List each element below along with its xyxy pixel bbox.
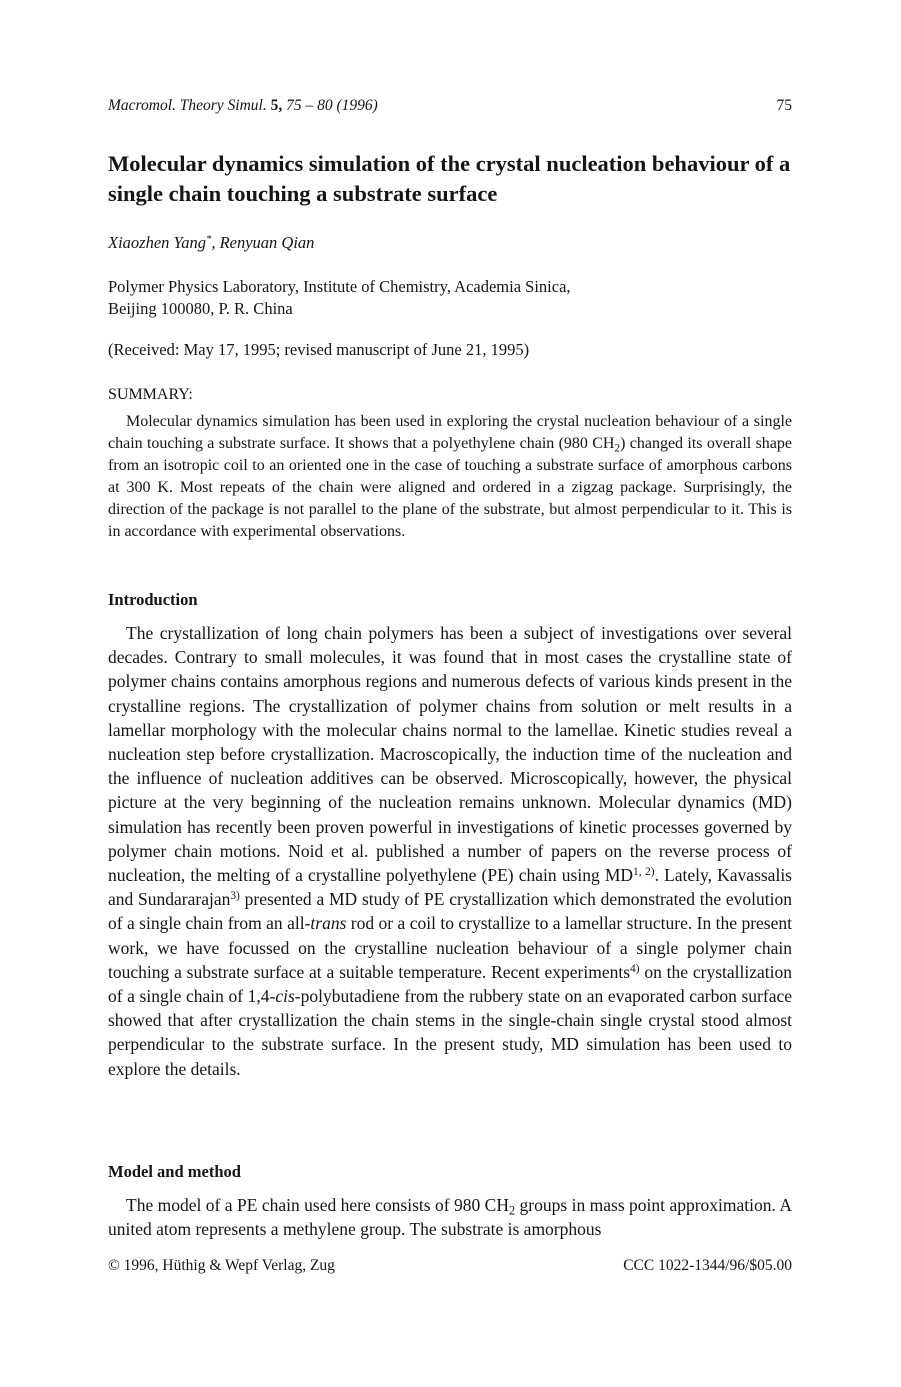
text-run: presented a MD study of PE crystallization which demonstrated the evolution of a single chain from an all-	[108, 889, 792, 934]
reference-mark: 3)	[230, 889, 240, 902]
journal-name: Macromol. Theory Simul.	[108, 97, 267, 114]
summary-text	[108, 411, 792, 543]
corresponding-author-mark: *	[205, 233, 212, 246]
text-run: on the crystallization of a single chain of 1,4-	[108, 961, 792, 1007]
section-heading-introduction: Introduction	[108, 590, 198, 609]
text-run: groups in mass point approximation. A united atom represents a methylene group. The substrate is amorphous	[108, 1195, 792, 1240]
ccc-code: CCC 1022-1344/96/$05.00	[623, 1257, 792, 1274]
model-text	[108, 1193, 792, 1241]
reference-mark: 4)	[630, 962, 640, 975]
author-name: Renyuan Qian	[219, 233, 315, 252]
introduction-text	[108, 621, 792, 1081]
text-run: The crystallization of long chain polymers has been a subject of investigations over several decades. Contrary to small molecules, it was found that in most cases the crystalline state of polymer chains contains amorphous regions and numerous defects of various kinds present in the crystalline regions. The crystallization of polymer chains from solution or melt results in a lamellar morphology with the molecular chains normal to the lamellae. Kinetic studies reveal a nucleation step before crystallization. Macroscopically, the induction time of the nucleation and the influence of nucleation additives can be observed. Microscopically, however, the physical picture at the very beginning of the nucleation remains unknown. Molecular dynamics (MD) simulation has recently been proven powerful in investigations of kinetic processes governed by polymer chain motions. Noid et al. published a number of papers on the reverse process of nucleation, the melting of a crystalline polyethylene (PE) chain using MD	[108, 623, 792, 886]
journal-volume: 5,	[270, 97, 283, 114]
author-list	[108, 233, 314, 253]
affiliation-line: Polymer Physics Laboratory, Institute of Chemistry, Academia Sinica,	[108, 277, 571, 296]
text-run: -polybutadiene from the rubbery state on an evaporated carbon surface showed that after crystallization the chain stems in the single-chain single crystal stood almost perpendicular to the substrate surface. In the present study, MD simulation has been used to explore the details.	[108, 986, 792, 1079]
summary-heading: SUMMARY:	[108, 386, 193, 403]
paper-title: Molecular dynamics simulation of the crystal nucleation behaviour of a single chain touching a substrate surface	[108, 151, 791, 206]
subscript: 2	[614, 442, 621, 455]
journal-pages-year: 75 – 80 (1996)	[286, 97, 378, 114]
page-number: 75	[776, 97, 792, 114]
text-run: The model of a PE chain used here consists of 980 CH	[126, 1195, 509, 1215]
text-run: ) changed its overall shape from an isotropic coil to an oriented one in the case of touching a substrate surface of amorphous carbons at 300 K. Most repeats of the chain were aligned and ordered in a zigzag package. Surprisingly, the direction of the package is not parallel to the plane of the substrate, but almost perpendicular to it. This is in accordance with experimental observations.	[108, 435, 792, 540]
section-heading-model: Model and method	[108, 1162, 241, 1181]
copyright-notice: © 1996, Hüthig & Wepf Verlag, Zug	[108, 1257, 335, 1274]
affiliation-line: Beijing 100080, P. R. China	[108, 299, 293, 318]
reference-mark: 1, 2)	[633, 865, 655, 878]
received-date: (Received: May 17, 1995; revised manuscript of June 21, 1995)	[108, 340, 530, 359]
author-separator: ,	[211, 233, 216, 252]
italic-term: trans	[310, 913, 347, 934]
text-run: . Lately, Kavassalis and Sundararajan	[108, 865, 792, 910]
running-header	[108, 97, 792, 115]
text-run: Molecular dynamics simulation has been used in exploring the crystal nucleation behaviour of a single chain touching a substrate surface. It shows that a polyethylene chain (980 CH	[108, 413, 792, 452]
affiliation	[108, 276, 571, 320]
text-run: rod or a coil to crystallize to a lamellar structure. In the present work, we have focussed on the crystalline nucleation behaviour of a single polymer chain touching a substrate surface at a suitable temperature. Recent experiments	[108, 913, 792, 982]
italic-term: cis	[275, 986, 295, 1007]
subscript: 2	[509, 1203, 516, 1218]
author-name: Xiaozhen Yang	[108, 233, 206, 252]
page-footer	[108, 1257, 792, 1275]
